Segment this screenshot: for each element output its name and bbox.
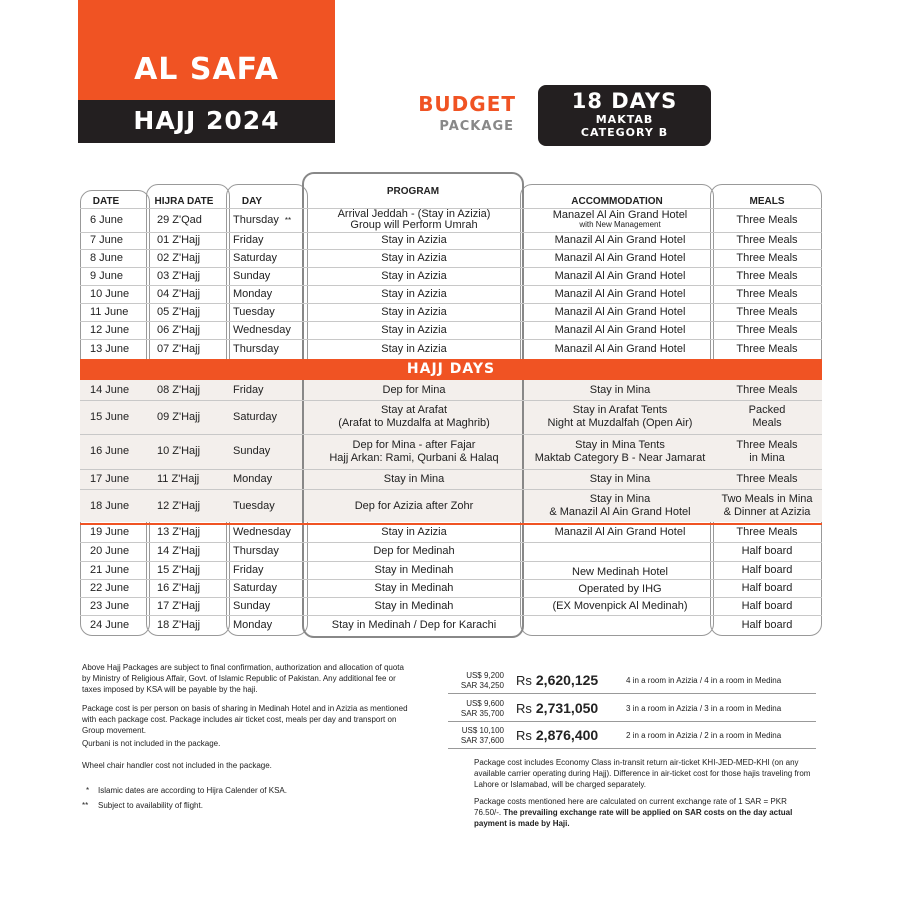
- hijra-date-cell: 04 Z'Hajj: [157, 287, 201, 300]
- foreign-price: [448, 699, 504, 719]
- date-cell: 9 June: [90, 269, 124, 282]
- day-cell: Monday: [233, 287, 273, 300]
- hijra-date-cell: 01 Z'Hajj: [157, 233, 201, 246]
- table-row: [80, 615, 822, 635]
- hijra-date-cell: 12 Z'Hajj: [157, 499, 201, 512]
- table-row: [80, 208, 822, 232]
- meals-cell: Three Meals: [736, 323, 798, 336]
- hijra-date-cell: 09 Z'Hajj: [157, 410, 201, 423]
- header-program: PROGRAM: [386, 186, 440, 197]
- duration-badge: [538, 85, 711, 146]
- hijra-date-cell: 03 Z'Hajj: [157, 269, 201, 282]
- accommodation-cell: Stay in Mina & Manazil Al Ain Grand Hotel: [549, 493, 691, 518]
- header-hijra: HIJRA DATE: [154, 196, 214, 207]
- brand-subtitle-block: [78, 100, 335, 143]
- brand-subtitle: HAJJ 2024: [133, 106, 280, 135]
- medinah-hotel: New Medinah Hotel Operated by IHG (EX Movenpick Al Medinah): [552, 566, 688, 612]
- room-sharing: 4 in a room in Azizia / 4 in a room in Medina: [626, 676, 782, 685]
- meals-cell: Half board: [741, 618, 793, 631]
- program-cell: Stay in Azizia: [381, 233, 447, 246]
- accommodation-cell: Stay in Arafat Tents Night at Muzdalfah (Open Air): [547, 404, 693, 429]
- table-row: [80, 523, 822, 542]
- hijra-date-cell: 07 Z'Hajj: [157, 343, 201, 355]
- table-row: [80, 231, 822, 249]
- day-cell: Saturday: [233, 251, 278, 264]
- day-cell: Tuesday: [233, 499, 275, 512]
- table-row: [80, 340, 822, 359]
- meals-cell: Three Meals: [736, 251, 798, 264]
- pkr-amount: 2,620,125: [535, 672, 599, 688]
- header-day: DAY: [241, 196, 263, 207]
- accommodation-cell: Manazil Al Ain Grand Hotel: [554, 269, 686, 282]
- day-cell: Sunday: [233, 445, 271, 457]
- meals-cell: Packed Meals: [748, 404, 786, 429]
- day-cell: Sunday: [233, 599, 271, 612]
- price-row: [448, 696, 816, 722]
- program-cell: Stay in Azizia: [381, 287, 447, 300]
- date-cell: 21 June: [90, 563, 130, 576]
- accommodation-cell: Stay in Mina Tents Maktab Category B - Near Jamarat: [534, 438, 706, 464]
- category-label: CATEGORY B: [580, 126, 669, 139]
- date-cell: 19 June: [90, 526, 130, 538]
- date-cell: 24 June: [90, 618, 130, 631]
- program-cell: Stay in Azizia: [381, 269, 447, 282]
- hijra-date-cell: 14 Z'Hajj: [157, 545, 201, 557]
- table-row: [80, 303, 822, 321]
- hijra-date-cell: 10 Z'Hajj: [157, 445, 201, 457]
- meals-cell: Half board: [741, 581, 793, 594]
- usd-price: US$ 9,200: [466, 671, 504, 680]
- pkr-currency: Rs: [516, 728, 532, 743]
- meals-cell: Three Meals: [736, 269, 798, 282]
- header-divider: [80, 208, 822, 209]
- day-cell: [233, 208, 305, 232]
- accommodation-cell: [526, 208, 714, 232]
- table-row: [80, 469, 822, 489]
- day-text: Thursday: [233, 213, 279, 226]
- program-cell: Stay in Azizia: [381, 251, 447, 264]
- pkr-price: [516, 700, 598, 716]
- day-cell: Friday: [233, 233, 264, 246]
- date-cell: 6 June: [90, 213, 124, 226]
- program-cell: Dep for Mina - after Fajar Hajj Arkan: Rami, Qurbani & Halaq: [329, 438, 499, 464]
- accommodation-cell: Manazil Al Ain Grand Hotel: [554, 251, 686, 264]
- table-row: [80, 400, 822, 434]
- program-cell: Arrival Jeddah - (Stay in Azizia) Group will Perform Umrah: [337, 208, 491, 231]
- hijra-date-cell: 16 Z'Hajj: [157, 581, 201, 594]
- duration-days: 18 DAYS: [571, 89, 678, 113]
- program-cell: Stay in Azizia: [381, 305, 447, 318]
- day-cell: Thursday: [233, 545, 279, 557]
- day-cell: Sunday: [233, 269, 271, 282]
- pkr-amount: 2,731,050: [535, 700, 599, 716]
- flight-footnote-mark: **: [284, 215, 292, 225]
- program-cell: Stay in Medinah: [374, 563, 454, 576]
- header-date: DATE: [92, 196, 120, 207]
- date-cell: 12 June: [90, 323, 130, 336]
- date-cell: 23 June: [90, 599, 130, 612]
- table-row: [80, 285, 822, 303]
- meals-cell: Half board: [741, 563, 793, 576]
- date-cell: 16 June: [90, 445, 130, 457]
- meals-cell: Half board: [741, 599, 793, 612]
- hijra-date-cell: 06 Z'Hajj: [157, 323, 201, 336]
- usd-price: US$ 10,100: [461, 726, 504, 735]
- hijra-date-cell: 15 Z'Hajj: [157, 563, 201, 576]
- date-cell: 15 June: [90, 410, 130, 423]
- brand-block: [78, 0, 335, 100]
- note-confirmation: Above Hajj Packages are subject to final confirmation, authorization and allocation of quota by Ministry of Religious Affair, Govt. of Islamic Republic of Pakistan. Any additional fee or taxes imposed by KSA will be payable by the haji.: [82, 663, 404, 694]
- table-row: [80, 267, 822, 285]
- day-cell: Monday: [233, 618, 273, 631]
- room-sharing: 2 in a room in Azizia / 2 in a room in Medina: [626, 731, 782, 740]
- usd-price: US$ 9,600: [466, 699, 504, 708]
- day-cell: Tuesday: [233, 305, 275, 318]
- day-cell: Wednesday: [233, 323, 291, 336]
- day-cell: Monday: [233, 472, 273, 485]
- date-cell: 11 June: [90, 305, 129, 318]
- date-cell: 13 June: [90, 343, 130, 355]
- table-row: [80, 542, 822, 561]
- hijra-date-cell: 02 Z'Hajj: [157, 251, 201, 264]
- day-cell: Thursday: [233, 343, 279, 355]
- table-row: [80, 434, 822, 469]
- price-notes: [474, 757, 814, 835]
- date-cell: 14 June: [90, 383, 130, 396]
- foreign-price: [448, 671, 504, 691]
- table-row: [80, 380, 822, 400]
- price-row: [448, 668, 816, 694]
- table-row: [80, 321, 822, 339]
- header-accommodation: ACCOMMODATION: [571, 196, 663, 207]
- table-row: [80, 489, 822, 523]
- meals-cell: Three Meals: [736, 305, 798, 318]
- hijra-date-cell: 17 Z'Hajj: [157, 599, 201, 612]
- hajj-days-banner: HAJJ DAYS: [80, 359, 822, 380]
- room-sharing: 3 in a room in Azizia / 3 in a room in Medina: [626, 704, 782, 713]
- meals-cell: Three Meals: [736, 287, 798, 300]
- date-cell: 22 June: [90, 581, 130, 594]
- meals-cell: Three Meals: [736, 343, 798, 355]
- accommodation-cell: Manazil Al Ain Grand Hotel: [554, 305, 686, 318]
- hijra-date-cell: 11 Z'Hajj: [157, 472, 200, 485]
- accommodation-cell: Manazil Al Ain Grand Hotel: [554, 323, 686, 336]
- pkr-price: [516, 727, 598, 743]
- program-cell: Dep for Medinah: [373, 545, 455, 557]
- meals-cell: Three Meals: [736, 472, 798, 485]
- package-notes: [82, 662, 412, 815]
- date-cell: 20 June: [90, 545, 130, 557]
- program-cell: Stay in Mina: [383, 472, 445, 485]
- accommodation-cell: Manazil Al Ain Grand Hotel: [554, 233, 686, 246]
- hijra-date-cell: 05 Z'Hajj: [157, 305, 201, 318]
- accommodation-cell: Manazil Al Ain Grand Hotel: [554, 526, 686, 538]
- meals-cell: Two Meals in Mina & Dinner at Azizia: [721, 493, 813, 518]
- program-cell: Stay in Azizia: [381, 343, 447, 355]
- day-cell: Wednesday: [233, 526, 291, 538]
- hotel-note: with New Management: [579, 220, 661, 229]
- day-cell: Saturday: [233, 410, 278, 423]
- sar-price: SAR 34,250: [460, 681, 504, 690]
- program-cell: Dep for Azizia after Zohr: [354, 499, 474, 512]
- program-cell: Stay in Medinah: [374, 581, 454, 594]
- meals-cell: Three Meals: [736, 233, 798, 246]
- price-note-airfare: Package cost includes Economy Class in-transit return air-ticket KHI-JED-MED-KHI (on any available carrier operating during Hajj). Difference in air-ticket cost for those hajis traveling from Lahore or Islamabad, will be charged separately.: [474, 758, 811, 789]
- program-cell: Stay in Azizia: [381, 526, 447, 538]
- date-cell: 17 June: [90, 472, 130, 485]
- footnote-hijra: * Islamic dates are according to Hijra Calender of KSA.: [86, 786, 287, 795]
- accommodation-cell: Manazil Al Ain Grand Hotel: [554, 343, 686, 355]
- package-label: PACKAGE: [439, 119, 514, 134]
- meals-cell: Three Meals: [736, 213, 798, 226]
- day-cell: Friday: [233, 383, 264, 396]
- day-cell: Saturday: [233, 581, 278, 594]
- note-qurbani: Qurbani is not included in the package.: [82, 739, 221, 748]
- program-cell: Stay at Arafat (Arafat to Muzdalfa at Maghrib): [338, 404, 490, 429]
- program-cell: Stay in Medinah / Dep for Karachi: [331, 618, 497, 631]
- hijra-date-cell: 29 Z'Qad: [157, 213, 202, 226]
- note-wheelchair: Wheel chair handler cost not included in the package.: [82, 761, 272, 770]
- accommodation-cell: Stay in Mina: [589, 472, 651, 485]
- note-cost-basis: Package cost is per person on basis of sharing in Medinah Hotel and in Azizia as mentioned with each package cost. Package includes air ticket cost, meals per day and transport on Group movement.: [82, 704, 408, 735]
- price-note-exchange: Package costs mentioned here are calculated on current exchange rate of 1 SAR = PKR 76.50/-. The prevailing exchange rate will be applied on SAR costs on the day actual payment is made by Haji.: [474, 797, 793, 828]
- foreign-price: [448, 726, 504, 746]
- footnote-flight: ** Subject to availability of flight.: [82, 801, 203, 810]
- accommodation-cell: Stay in Mina: [589, 383, 651, 396]
- meals-cell: Three Meals: [736, 526, 798, 538]
- pkr-price: [516, 672, 598, 688]
- brand-title: AL SAFA: [134, 52, 279, 87]
- budget-label: BUDGET: [418, 92, 516, 116]
- program-cell: Dep for Mina: [382, 383, 446, 396]
- program-cell: Stay in Medinah: [374, 599, 454, 612]
- date-cell: 8 June: [90, 251, 124, 264]
- table-row: [80, 249, 822, 267]
- pkr-currency: Rs: [516, 701, 532, 716]
- maktab-label: MAKTAB: [595, 113, 654, 126]
- sar-price: SAR 37,600: [460, 736, 504, 745]
- day-cell: Friday: [233, 563, 264, 576]
- date-cell: 10 June: [90, 287, 130, 300]
- meals-cell: Half board: [741, 545, 793, 557]
- date-cell: 7 June: [90, 233, 124, 246]
- header-meals: MEALS: [749, 196, 785, 207]
- meals-cell: Three Meals in Mina: [736, 438, 798, 464]
- hijra-date-cell: 13 Z'Hajj: [157, 526, 201, 538]
- price-row: [448, 723, 816, 749]
- hotel-name: Manazel Al Ain Grand Hotel: [552, 209, 688, 221]
- hijra-date-cell: 18 Z'Hajj: [157, 618, 201, 631]
- meals-cell: Three Meals: [736, 383, 798, 396]
- hijra-date-cell: 08 Z'Hajj: [157, 383, 201, 396]
- date-cell: 18 June: [90, 499, 130, 512]
- accommodation-cell: Manazil Al Ain Grand Hotel: [554, 287, 686, 300]
- sar-price: SAR 35,700: [460, 709, 504, 718]
- pkr-currency: Rs: [516, 673, 532, 688]
- pkr-amount: 2,876,400: [535, 727, 599, 743]
- program-cell: Stay in Azizia: [381, 323, 447, 336]
